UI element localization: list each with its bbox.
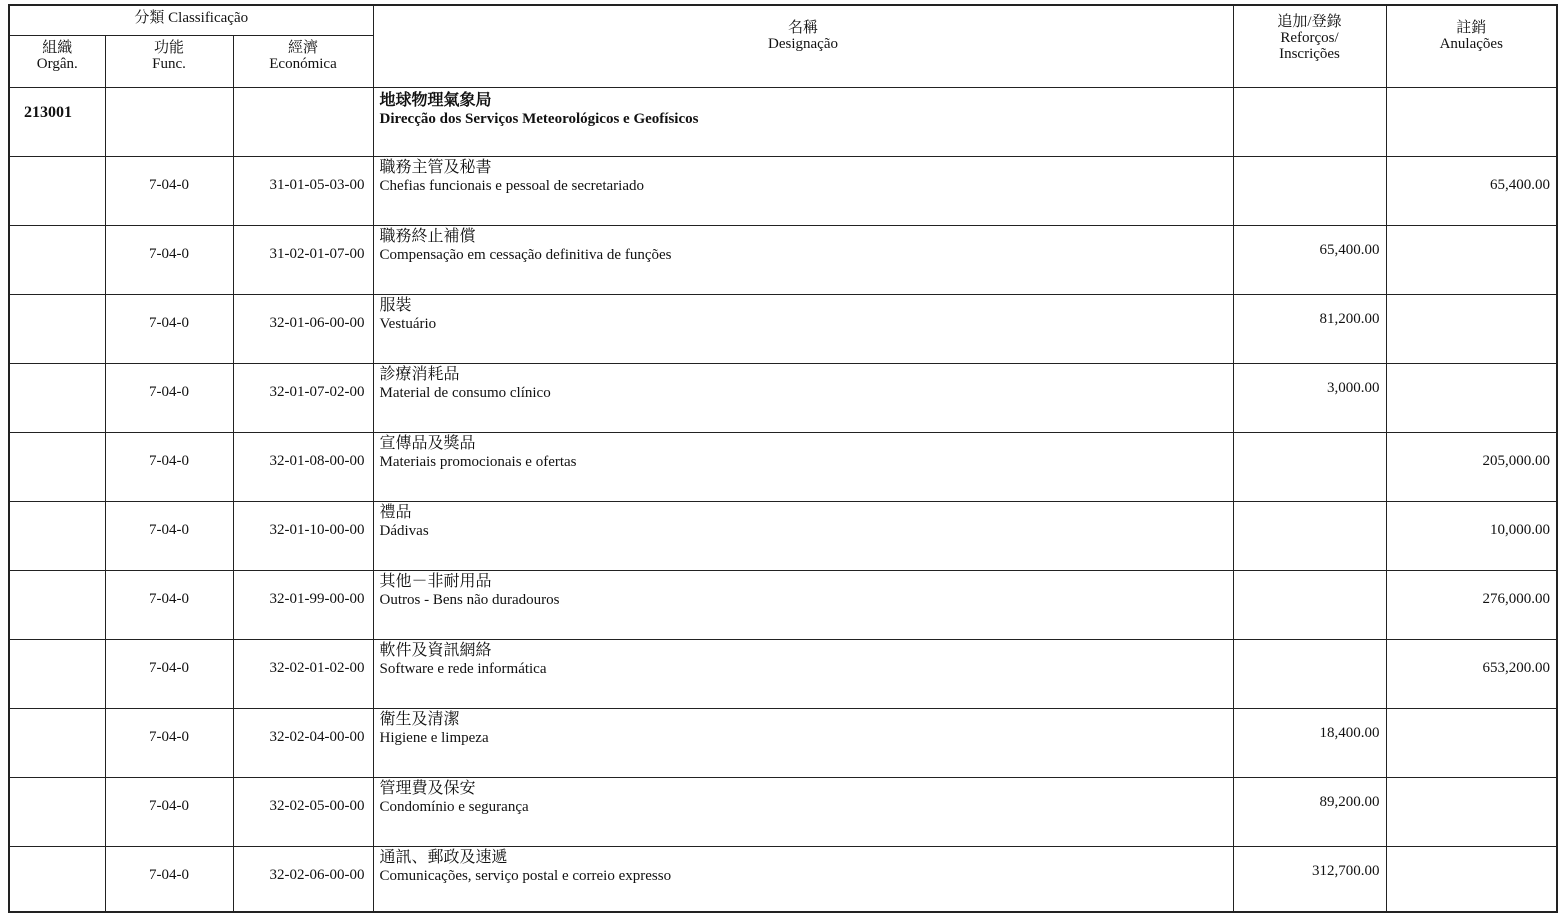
annulment-amount (1386, 708, 1557, 777)
reinforcements-header-pt1: Reforços/ (1280, 30, 1339, 46)
designation-pt: Comunicações, serviço postal e correio expresso (379, 867, 672, 884)
annulment-amount: 65,400.00 (1386, 156, 1557, 225)
designation-cell (373, 570, 1233, 639)
economic-header (233, 35, 373, 87)
table-row (9, 294, 1557, 363)
economic-code: 32-01-06-00-00 (233, 294, 373, 363)
annulment-amount (1386, 846, 1557, 912)
organic-cell (9, 777, 105, 846)
designation-zh: 宣傳品及獎品 (379, 434, 476, 452)
designation-cell (373, 294, 1233, 363)
annulment-amount (1386, 777, 1557, 846)
designation-zh: 診療消耗品 (379, 365, 460, 383)
annulment-amount: 10,000.00 (1386, 501, 1557, 570)
economic-code: 32-02-05-00-00 (233, 777, 373, 846)
functional-code: 7-04-0 (105, 777, 233, 846)
designation-cell (373, 225, 1233, 294)
reinforcement-amount (1233, 570, 1386, 639)
reinforcements-header-zh: 追加/登錄 (1277, 14, 1342, 30)
reinforcement-amount: 312,700.00 (1233, 846, 1386, 912)
functional-code: 7-04-0 (105, 294, 233, 363)
economic-code: 32-01-10-00-00 (233, 501, 373, 570)
organic-header (9, 35, 105, 87)
group-eco-cell (233, 87, 373, 156)
functional-code: 7-04-0 (105, 570, 233, 639)
economic-code: 32-01-07-02-00 (233, 363, 373, 432)
reinforcement-amount (1233, 639, 1386, 708)
economic-header-pt: Económica (269, 55, 337, 72)
economic-code: 32-02-06-00-00 (233, 846, 373, 912)
classification-header: 分類 Classificação (9, 5, 373, 35)
designation-header (373, 5, 1233, 87)
organic-cell (9, 501, 105, 570)
designation-pt: Material de consumo clínico (379, 384, 551, 401)
organic-cell (9, 570, 105, 639)
economic-code: 31-01-05-03-00 (233, 156, 373, 225)
annulment-amount (1386, 294, 1557, 363)
organic-cell (9, 225, 105, 294)
organic-cell (9, 363, 105, 432)
organic-cell (9, 639, 105, 708)
designation-zh: 其他－非耐用品 (379, 572, 492, 590)
reinforcement-amount (1233, 501, 1386, 570)
designation-pt: Software e rede informática (379, 660, 547, 677)
group-add-cell (1233, 87, 1386, 156)
organic-cell (9, 156, 105, 225)
reinforcement-amount: 89,200.00 (1233, 777, 1386, 846)
table-row (9, 156, 1557, 225)
budget-table (8, 4, 1558, 913)
designation-cell (373, 156, 1233, 225)
annulment-amount: 205,000.00 (1386, 432, 1557, 501)
group-name-zh: 地球物理氣象局 (379, 91, 492, 109)
reinforcements-header-pt2: Inscrições (1279, 46, 1340, 62)
organic-header-pt: Orgân. (36, 55, 78, 72)
organic-cell (9, 708, 105, 777)
functional-code: 7-04-0 (105, 363, 233, 432)
designation-zh: 職務終止補償 (379, 227, 476, 245)
table-row (9, 846, 1557, 912)
designation-pt: Chefias funcionais e pessoal de secretariado (379, 177, 644, 194)
designation-zh: 職務主管及秘書 (379, 158, 492, 176)
designation-cell (373, 846, 1233, 912)
designation-pt: Higiene e limpeza (379, 729, 489, 746)
annulments-header-zh: 註銷 (1456, 20, 1487, 36)
designation-cell (373, 777, 1233, 846)
organic-cell (9, 846, 105, 912)
designation-pt: Condomínio e segurança (379, 798, 529, 815)
designation-zh: 軟件及資訊網絡 (379, 641, 492, 659)
functional-code: 7-04-0 (105, 639, 233, 708)
designation-header-pt: Designação (768, 36, 838, 52)
group-designation (373, 87, 1233, 156)
group-name-pt: Direcção dos Serviços Meteorológicos e Geofísicos (379, 110, 699, 127)
designation-pt: Dádivas (379, 522, 429, 539)
table-row (9, 225, 1557, 294)
designation-header-zh: 名稱 (787, 20, 818, 36)
organic-header-zh: 組織 (42, 39, 73, 56)
table-row (9, 777, 1557, 846)
table-row (9, 639, 1557, 708)
table-row (9, 708, 1557, 777)
header-row-top (9, 5, 1557, 35)
functional-header-pt: Func. (152, 55, 186, 72)
designation-cell (373, 432, 1233, 501)
designation-cell (373, 501, 1233, 570)
annulment-amount: 653,200.00 (1386, 639, 1557, 708)
organic-cell (9, 294, 105, 363)
functional-header-zh: 功能 (153, 39, 184, 56)
annulments-header (1386, 5, 1557, 87)
designation-cell (373, 363, 1233, 432)
table-row (9, 570, 1557, 639)
designation-pt: Outros - Bens não duradouros (379, 591, 560, 608)
designation-zh: 衛生及清潔 (379, 710, 460, 728)
designation-zh: 通訊、郵政及速遞 (379, 848, 508, 866)
reinforcement-amount: 81,200.00 (1233, 294, 1386, 363)
designation-zh: 管理費及保安 (379, 779, 476, 797)
table-row (9, 501, 1557, 570)
reinforcement-amount: 65,400.00 (1233, 225, 1386, 294)
group-ann-cell (1386, 87, 1557, 156)
designation-cell (373, 708, 1233, 777)
reinforcements-header (1233, 5, 1386, 87)
reinforcement-amount: 3,000.00 (1233, 363, 1386, 432)
economic-code: 32-01-08-00-00 (233, 432, 373, 501)
functional-code: 7-04-0 (105, 432, 233, 501)
organic-cell (9, 432, 105, 501)
table-row (9, 432, 1557, 501)
group-row (9, 87, 1557, 156)
group-func-cell (105, 87, 233, 156)
annulment-amount (1386, 363, 1557, 432)
designation-cell (373, 639, 1233, 708)
annulments-header-pt: Anulações (1439, 36, 1503, 52)
designation-zh: 服裝 (379, 296, 412, 314)
functional-code: 7-04-0 (105, 501, 233, 570)
economic-header-zh: 經濟 (287, 39, 318, 56)
reinforcement-amount: 18,400.00 (1233, 708, 1386, 777)
functional-code: 7-04-0 (105, 846, 233, 912)
designation-pt: Vestuário (379, 315, 437, 332)
annulment-amount: 276,000.00 (1386, 570, 1557, 639)
functional-code: 7-04-0 (105, 225, 233, 294)
economic-code: 32-02-04-00-00 (233, 708, 373, 777)
designation-pt: Compensação em cessação definitiva de funções (379, 246, 672, 263)
economic-code: 32-02-01-02-00 (233, 639, 373, 708)
designation-pt: Materiais promocionais e ofertas (379, 453, 577, 470)
functional-code: 7-04-0 (105, 708, 233, 777)
annulment-amount (1386, 225, 1557, 294)
table-row (9, 363, 1557, 432)
functional-code: 7-04-0 (105, 156, 233, 225)
reinforcement-amount (1233, 156, 1386, 225)
reinforcement-amount (1233, 432, 1386, 501)
economic-code: 32-01-99-00-00 (233, 570, 373, 639)
functional-header (105, 35, 233, 87)
organic-code: 213001 (9, 87, 105, 156)
designation-zh: 禮品 (379, 503, 412, 521)
economic-code: 31-02-01-07-00 (233, 225, 373, 294)
